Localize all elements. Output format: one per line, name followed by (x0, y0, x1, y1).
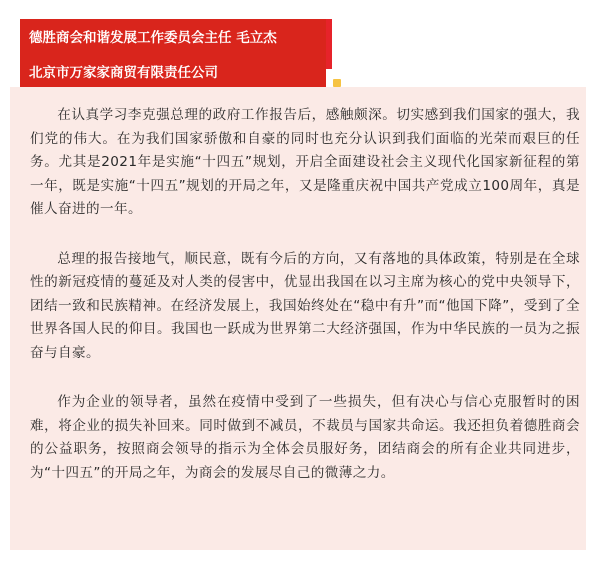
author-header (20, 19, 326, 87)
paragraph-2: 总理的报告接地气，顺民意，既有今后的方向，又有落地的具体政策，特别是在全球性的新冠疫情的蔓延及对人类的侵害中，优显出我国在以习主席为核心的党中央领导下，团结一致和民族精神。在经济发展上，我国始终处在“稳中有升”而“他国下降”，受到了全世界各国人民的仰目。我国也一跃成为世界第二大经济强国，作为中华民族的一员为之振奋与自豪。 (30, 250, 580, 361)
company-name: 北京市万家家商贸有限责任公司 (29, 65, 218, 81)
author-title: 德胜商会和谐发展工作委员会主任 毛立杰 (29, 30, 277, 46)
decorative-red-bar (326, 19, 332, 69)
decorative-yellow-square (333, 79, 341, 87)
article-body (30, 104, 580, 511)
paragraph-1: 在认真学习李克强总理的政府工作报告后，感触颇深。切实感到我们国家的强大，我们党的伟大。在为我们国家骄傲和自豪的同时也充分认识到我们面临的光荣而艰巨的任务。尤其是2021年是实施“十四五”规划，开启全面建设社会主义现代化国家新征程的第一年，既是实施“十四五”规划的开局之年，又是隆重庆祝中国共产党成立100周年，真是催人奋进的一年。 (30, 107, 580, 217)
paragraph-3: 作为企业的领导者，虽然在疫情中受到了一些损失，但有决心与信心克服暂时的困难，将企业的损失补回来。同时做到不减员，不裁员与国家共命运。我还担负着德胜商会的公益职务，按照商会领导的指示为全体会员服好务，团结商会的所有企业共同进步，为“十四五”的开局之年，为商会的发展尽自己的微薄之力。 (30, 394, 580, 481)
